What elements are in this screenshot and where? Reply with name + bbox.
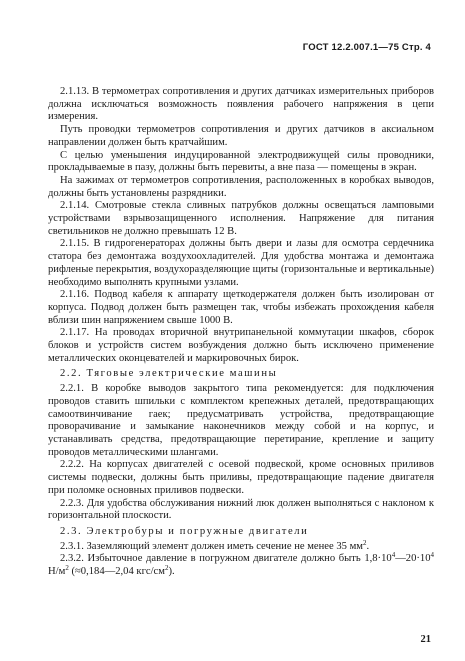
page-number: 21 [420, 634, 431, 645]
paragraph-2-2-3: 2.2.3. Для удобства обслуживания нижний люк должен выполняться с наклоном к горизонтальной плоскости. [48, 497, 434, 522]
text-run: 2.3.1. Заземляющий элемент должен иметь сечение не менее 35 мм [60, 540, 364, 552]
text-run: Н/м [48, 566, 66, 578]
paragraph: Путь проводки термометров сопротивления и других датчиков в аксиальном направлении должен быть кратчайшим. [48, 124, 434, 148]
paragraph: На зажимах от термометров сопротивления, расположенных в коробках выводов, должны быть установлены разрядники. [48, 174, 434, 199]
text-run: . [366, 540, 370, 552]
superscript: 4 [430, 551, 434, 560]
paragraph-2-3-1 [48, 538, 434, 554]
superscript: 2 [363, 538, 367, 547]
text-run: (≈0,184—2,04 кгс/см [68, 566, 165, 578]
paragraph-2-3-2 [48, 553, 434, 578]
paragraph: С целью уменьшения индуцированной электродвижущей силы проводники, прокладываемые в пазу, должны быть перевиты, а вне паза — помещены в экран. [48, 149, 434, 174]
paragraph-2-2-2: 2.2.2. На корпусах двигателей с осевой подвеской, кроме основных приливов системы подвески, должны быть приливы, предотвращающие падение двигателя при поломке основных приливов подвески. [48, 459, 434, 496]
paragraph-2-2-1: 2.2.1. В коробке выводов закрытого типа рекомендуется: для подключения проводов ставить шпильки с комплектом крепежных деталей, предотвращающих самоотвинчивание гаек; предусматривать устройства, предотвращающие проворачивание и замыкание наконечников между собой и на корпус, и устанавливать средства, предотвращающие перетирание, крепление и защиту проводов металлическими шлангами. [48, 383, 434, 458]
text-run: —20·10 [395, 553, 431, 565]
superscript: 4 [391, 551, 396, 560]
section-heading-2-3: 2.3. Электробуры и погружные двигатели [60, 525, 309, 537]
section-heading-2-2: 2.2. Тяговые электрические машины [60, 368, 278, 380]
paragraph-2-1-14: 2.1.14. Смотровые стекла сливных патрубков должны освещаться ламповыми устройствами взрывозащищенного исполнения. Напряжение для питания светильников не должно превышать 12 В. [48, 200, 434, 237]
paragraph-2-1-17: 2.1.17. На проводах вторичной внутрипанельной коммутации шкафов, сборок блоков и устройств систем возбуждения должно быть исключено применение металлических оконцевателей и маркировочных бирок. [48, 327, 434, 364]
text-run: 2.3.2. Избыточное давление в погружном двигателе должно быть 1,8·10 [60, 553, 392, 565]
text-run: ). [168, 566, 175, 578]
document-header: ГОСТ 12.2.007.1—75 Стр. 4 [302, 42, 431, 53]
superscript: 2 [164, 564, 169, 573]
paragraph-2-1-16: 2.1.16. Подвод кабеля к аппарату щеткодержателя должен быть изолирован от корпуса. Подвод должен быть размещен так, чтобы избежать прохождения кабеля вблизи шин напряжением свыше 1000 В. [48, 289, 434, 326]
paragraph-2-1-15: 2.1.15. В гидрогенераторах должны быть двери и лазы для осмотра сердечника статора без демонтажа воздухоохладителей. Для удобства монтажа и демонтажа рифленые перекрытия, воздухоразделяющие щиты (горизонтальные и вертикальные) необходимо выполнять крупными узлами. [48, 238, 434, 288]
document-body [48, 86, 434, 579]
paragraph-2-1-13: 2.1.13. В термометрах сопротивления и других датчиках измерительных приборов должна исключаться возможность появления рабочего напряжения в цепи измерения. [48, 86, 434, 123]
superscript: 2 [65, 564, 69, 573]
